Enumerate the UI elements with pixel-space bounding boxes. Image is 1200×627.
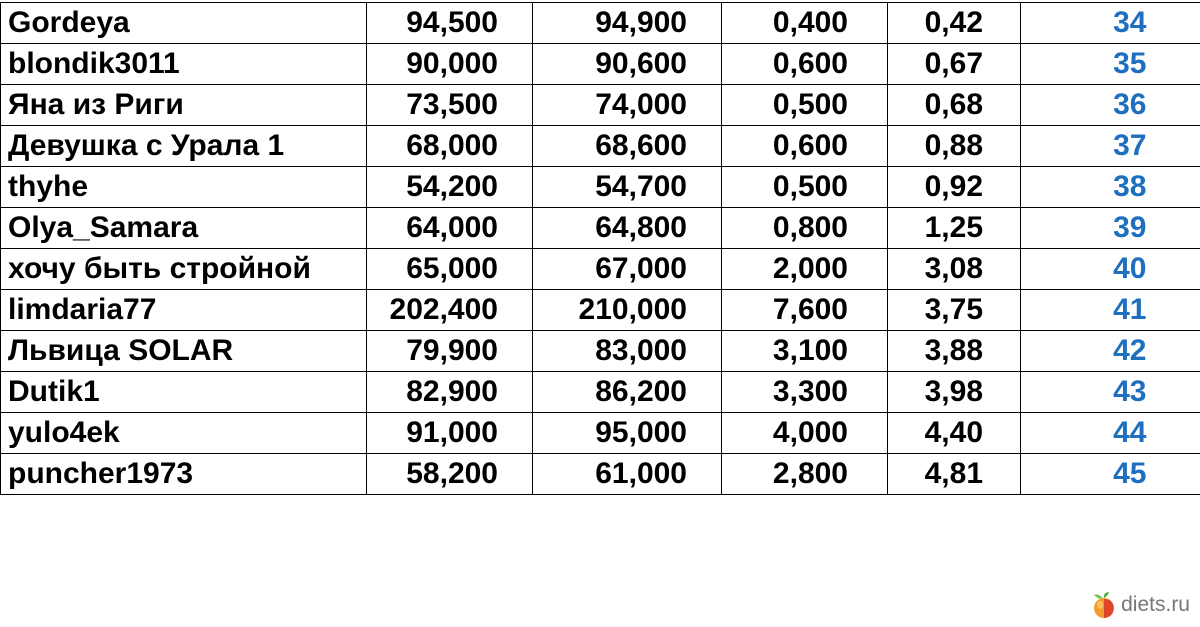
cell-weight-change: 3,300 (722, 372, 888, 413)
cell-start-weight: 64,000 (367, 208, 533, 249)
cell-percent: 3,75 (888, 290, 1021, 331)
cell-percent: 4,81 (888, 454, 1021, 495)
cell-percent: 3,98 (888, 372, 1021, 413)
peach-icon (1091, 591, 1117, 619)
table-row (1, 331, 1200, 372)
table-row (1, 85, 1200, 126)
watermark-text: diets.ru (1121, 593, 1190, 616)
cell-weight-change: 0,400 (722, 3, 888, 44)
cell-end-weight: 86,200 (533, 372, 722, 413)
table-row (1, 3, 1200, 44)
cell-end-weight: 61,000 (533, 454, 722, 495)
results-table (0, 2, 1200, 495)
cell-start-weight: 54,200 (367, 167, 533, 208)
cell-percent: 0,42 (888, 3, 1021, 44)
cell-start-weight: 94,500 (367, 3, 533, 44)
cell-rank: 36 (1021, 85, 1200, 126)
table-row (1, 167, 1200, 208)
cell-start-weight: 202,400 (367, 290, 533, 331)
cell-rank: 42 (1021, 331, 1200, 372)
table-row (1, 413, 1200, 454)
table-row (1, 249, 1200, 290)
cell-name: blondik3011 (1, 44, 367, 85)
cell-weight-change: 0,600 (722, 126, 888, 167)
cell-percent: 3,88 (888, 331, 1021, 372)
cell-start-weight: 79,900 (367, 331, 533, 372)
cell-end-weight: 210,000 (533, 290, 722, 331)
cell-weight-change: 0,500 (722, 85, 888, 126)
cell-percent: 0,88 (888, 126, 1021, 167)
cell-percent: 0,67 (888, 44, 1021, 85)
cell-start-weight: 73,500 (367, 85, 533, 126)
cell-weight-change: 4,000 (722, 413, 888, 454)
cell-rank: 40 (1021, 249, 1200, 290)
cell-name: Dutik1 (1, 372, 367, 413)
table-row (1, 372, 1200, 413)
cell-rank: 39 (1021, 208, 1200, 249)
cell-name: хочу быть стройной (1, 249, 367, 290)
table-row (1, 44, 1200, 85)
table-row (1, 208, 1200, 249)
cell-weight-change: 0,500 (722, 167, 888, 208)
cell-start-weight: 82,900 (367, 372, 533, 413)
cell-name: limdaria77 (1, 290, 367, 331)
cell-weight-change: 7,600 (722, 290, 888, 331)
cell-start-weight: 65,000 (367, 249, 533, 290)
cell-end-weight: 64,800 (533, 208, 722, 249)
cell-end-weight: 90,600 (533, 44, 722, 85)
cell-rank: 38 (1021, 167, 1200, 208)
cell-start-weight: 68,000 (367, 126, 533, 167)
cell-name: Яна из Риги (1, 85, 367, 126)
cell-name: puncher1973 (1, 454, 367, 495)
table-row (1, 126, 1200, 167)
cell-weight-change: 2,000 (722, 249, 888, 290)
cell-start-weight: 58,200 (367, 454, 533, 495)
table-row (1, 454, 1200, 495)
cell-rank: 37 (1021, 126, 1200, 167)
table-row (1, 290, 1200, 331)
cell-rank: 43 (1021, 372, 1200, 413)
cell-end-weight: 94,900 (533, 3, 722, 44)
cell-end-weight: 54,700 (533, 167, 722, 208)
cell-weight-change: 2,800 (722, 454, 888, 495)
cell-percent: 3,08 (888, 249, 1021, 290)
cell-rank: 34 (1021, 3, 1200, 44)
table-body (1, 3, 1200, 495)
cell-percent: 1,25 (888, 208, 1021, 249)
cell-weight-change: 0,800 (722, 208, 888, 249)
cell-end-weight: 68,600 (533, 126, 722, 167)
cell-end-weight: 83,000 (533, 331, 722, 372)
cell-name: Olya_Samara (1, 208, 367, 249)
cell-name: thyhe (1, 167, 367, 208)
site-watermark (1091, 591, 1190, 619)
cell-name: Девушка с Урала 1 (1, 126, 367, 167)
cell-name: Львица SOLAR (1, 331, 367, 372)
cell-end-weight: 95,000 (533, 413, 722, 454)
cell-end-weight: 67,000 (533, 249, 722, 290)
cell-weight-change: 3,100 (722, 331, 888, 372)
cell-rank: 35 (1021, 44, 1200, 85)
cell-rank: 41 (1021, 290, 1200, 331)
cell-start-weight: 91,000 (367, 413, 533, 454)
cell-weight-change: 0,600 (722, 44, 888, 85)
cell-percent: 0,92 (888, 167, 1021, 208)
cell-percent: 0,68 (888, 85, 1021, 126)
cell-end-weight: 74,000 (533, 85, 722, 126)
cell-rank: 44 (1021, 413, 1200, 454)
cell-rank: 45 (1021, 454, 1200, 495)
cell-start-weight: 90,000 (367, 44, 533, 85)
cell-percent: 4,40 (888, 413, 1021, 454)
cell-name: Gordeya (1, 3, 367, 44)
cell-name: yulo4ek (1, 413, 367, 454)
